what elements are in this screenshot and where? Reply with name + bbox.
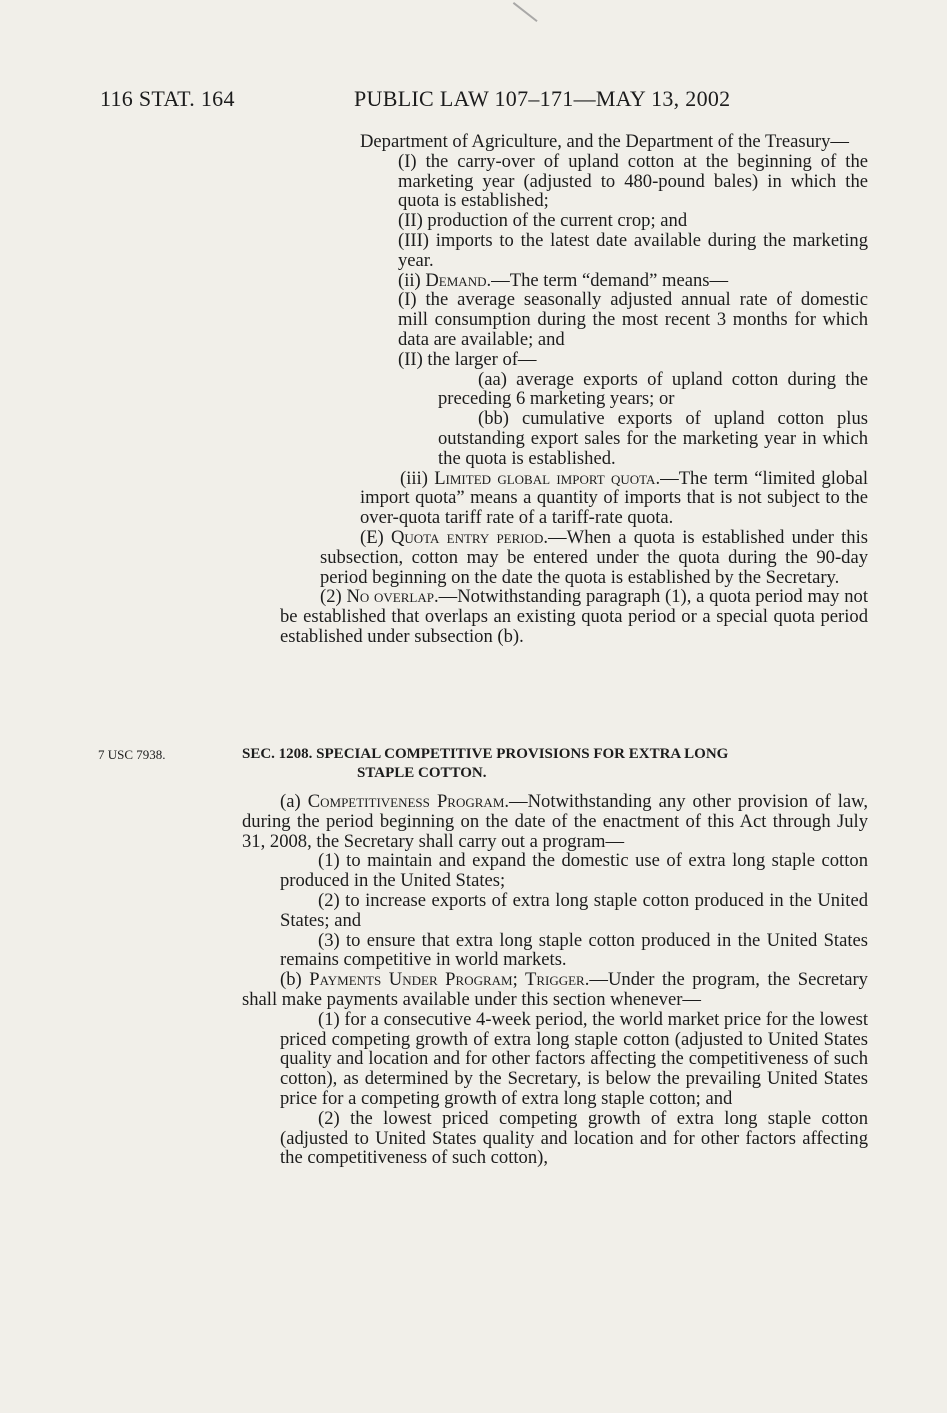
paragraph-text: (2) the lowest priced competing growth of extra long staple cotton (adjusted to United States quality and location and for other factors affecting the competitiveness of such cotton),: [280, 1107, 868, 1169]
usc-margin-note: 7 USC 7938.: [98, 747, 166, 762]
paragraph-text: .—The term “demand” means—: [486, 269, 729, 291]
section-1208-text: [242, 792, 868, 1168]
paragraph-text: (1) to maintain and expand the domestic use of extra long staple cotton produced in the United States;: [280, 850, 868, 892]
statute-paragraph: [242, 1010, 868, 1109]
statute-paragraph: [280, 370, 868, 410]
paragraph-text: (I) the average seasonally adjusted annual rate of domestic mill consumption during the most recent 3 months for which data are available; and: [398, 289, 868, 350]
running-head: PUBLIC LAW 107–171—MAY 13, 2002: [354, 86, 731, 111]
section-heading: [242, 745, 868, 783]
paragraph-designator: (E): [360, 526, 391, 548]
statute-paragraph: [242, 931, 868, 971]
statute-paragraph: [280, 409, 868, 468]
paragraph-designator: (a): [280, 791, 308, 812]
statute-paragraph: [280, 152, 868, 211]
paragraph-text: (III) imports to the latest date available during the marketing year.: [398, 229, 868, 271]
paragraph-heading: Payments Under Program; Trigger: [309, 969, 585, 991]
statute-paragraph: [280, 587, 868, 646]
paragraph-text: (II) the larger of—: [398, 348, 537, 370]
statute-paragraph: [280, 271, 868, 291]
paragraph-heading: Demand: [425, 269, 487, 291]
statute-paragraph: [280, 290, 868, 349]
paragraph-text: Department of Agriculture, and the Department of the Treasury—: [360, 131, 849, 152]
statute-paragraph: [280, 132, 868, 152]
paragraph-text: (bb) cumulative exports of upland cotton plus outstanding export sales for the marketing year in which the quota is established.: [438, 408, 868, 469]
statute-text-continued: [280, 132, 868, 647]
statute-paragraph: [280, 469, 868, 528]
statute-paragraph: [242, 970, 868, 1010]
statute-paragraph: [280, 350, 868, 370]
paragraph-text: .—When a quota is established under this subsection, cotton may be entered under the quota during the 90-day period beginning on the date the quota is established by the Secretary.: [320, 526, 869, 588]
page-stat-citation: 116 STAT. 164: [100, 86, 235, 111]
paragraph-text: (3) to ensure that extra long staple cotton produced in the United States remains competitive in world markets.: [280, 929, 868, 971]
paragraph-designator: (b): [280, 969, 310, 991]
paragraph-text: (I) the carry-over of upland cotton at the beginning of the marketing year (adjusted to 480-pound bales) in which the quota is established;: [398, 150, 868, 212]
statute-paragraph: [280, 211, 868, 231]
paragraph-text: (II) production of the current crop; and: [398, 210, 688, 232]
paragraph-text: .—Under the program, the Secretary shall make payments available under this section whenever—: [242, 969, 868, 1010]
paragraph-heading: Limited global import quota: [434, 467, 656, 489]
statute-paragraph: [242, 851, 868, 891]
paragraph-text: .—Notwithstanding any other provision of law, during the period beginning on the date of the enactment of this Act through July 31, 2008, the Secretary shall carry out a program—: [242, 791, 868, 852]
statute-paragraph: [242, 1109, 868, 1168]
section-heading-line2: STAPLE COTTON.: [357, 765, 487, 781]
paragraph-text: .—Notwithstanding paragraph (1), a quota period may not be established that overlaps an existing quota period or a special quota period established under subsection (b).: [280, 586, 868, 647]
paragraph-designator: (ii): [398, 269, 426, 291]
paragraph-text: .—The term “limited global import quota” means a quantity of imports that is not subject to the over-quota tariff rate of a tariff-rate quota.: [360, 467, 868, 529]
paragraph-heading: Competitiveness Program: [307, 791, 505, 812]
paragraph-designator: (iii): [400, 467, 435, 489]
section-heading-line1: SEC. 1208. SPECIAL COMPETITIVE PROVISIONS FOR EXTRA LONG: [242, 746, 729, 762]
statute-paragraph: [242, 792, 868, 851]
paragraph-heading: Quota entry period: [390, 526, 544, 548]
paragraph-text: (aa) average exports of upland cotton during the preceding 6 marketing years; or: [438, 368, 868, 410]
paragraph-heading: No overlap: [346, 586, 434, 608]
statute-paragraph: [242, 891, 868, 931]
scan-artifact: [513, 2, 538, 22]
paragraph-designator: (2): [320, 586, 347, 608]
statute-paragraph: [280, 231, 868, 271]
paragraph-text: (1) for a consecutive 4-week period, the world market price for the lowest priced competing growth of extra long staple cotton (adjusted to United States quality and location and for other factors affecting the competitiveness of such cotton), as determined by the Secretary, is below the prevailing United States price for a competing growth of extra long staple cotton; and: [280, 1008, 868, 1109]
paragraph-text: (2) to increase exports of extra long staple cotton produced in the United States; and: [280, 889, 868, 931]
statute-paragraph: [280, 528, 868, 587]
